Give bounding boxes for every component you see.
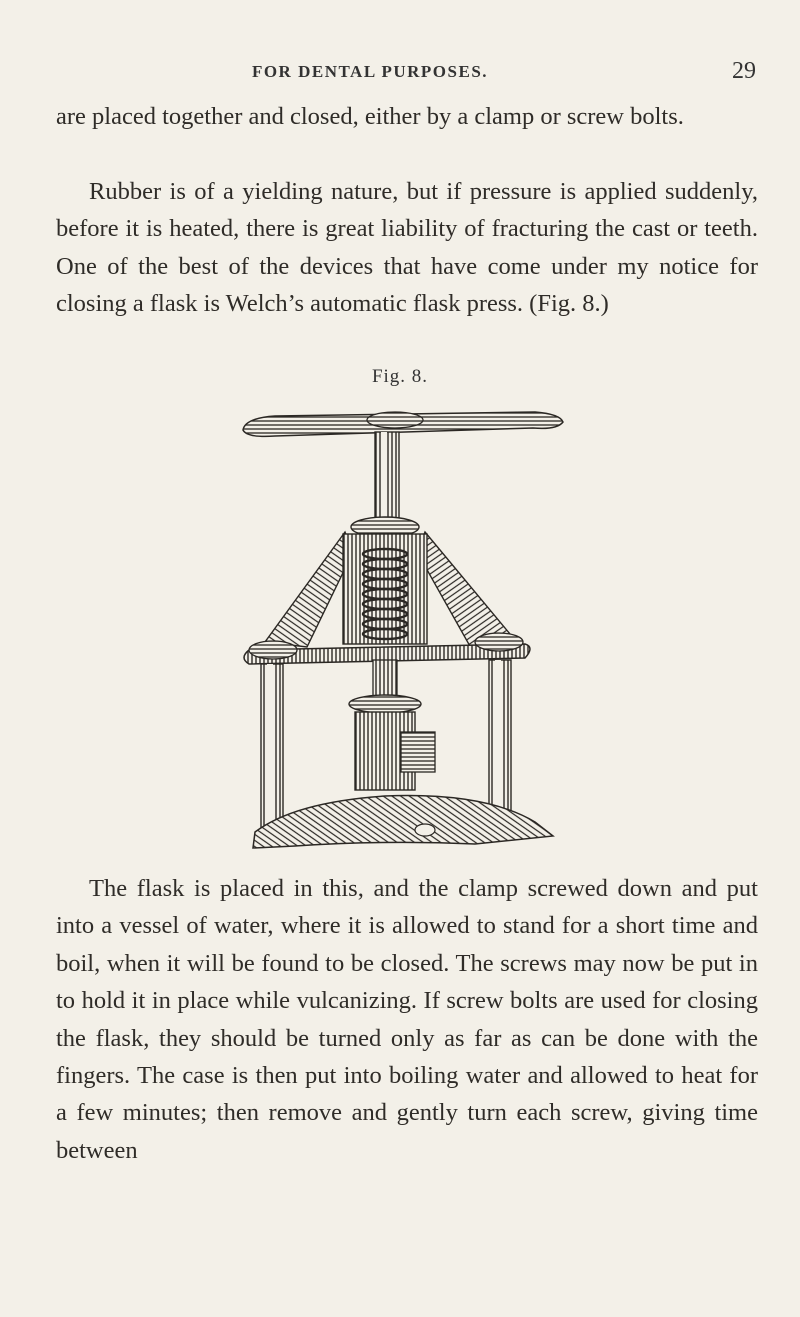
flask-press-drawing bbox=[235, 392, 570, 860]
flask-press-illustration bbox=[235, 392, 570, 860]
paragraph-2: Rubber is of a yielding nature, but if pressure is applied suddenly, before it is heated, there is great liability of fracturing the cast or teeth. One of the best of the devices that have come under my notice for closing a flask is Welch’s automatic flask press. (Fig. 8.) bbox=[56, 178, 758, 318]
figure-caption: Fig. 8. bbox=[371, 366, 429, 387]
plunger bbox=[349, 660, 421, 713]
page-number: 29 bbox=[732, 58, 756, 84]
t-handle bbox=[243, 412, 563, 436]
running-head bbox=[0, 58, 800, 92]
paragraph-3: The flask is placed in this, and the clamp screwed down and put into a vessel of water, where it is allowed to stand for a short time and boil, when it will be found to be closed. The screws may now be put in to hold it in place while vulcanizing. If screw bolts are used for closing the flask, they should be turned only as far as can be done with the fingers. The case is then put into boiling water and allowed to heat for a few minutes; then remove and gently turn each screw, giving time between bbox=[56, 875, 758, 1164]
flask bbox=[355, 712, 435, 790]
screw-shaft bbox=[375, 432, 399, 522]
running-title: FOR DENTAL PURPOSES. bbox=[251, 62, 489, 81]
paragraph-1: are placed together and closed, either by a clamp or screw bolts. bbox=[56, 103, 684, 130]
